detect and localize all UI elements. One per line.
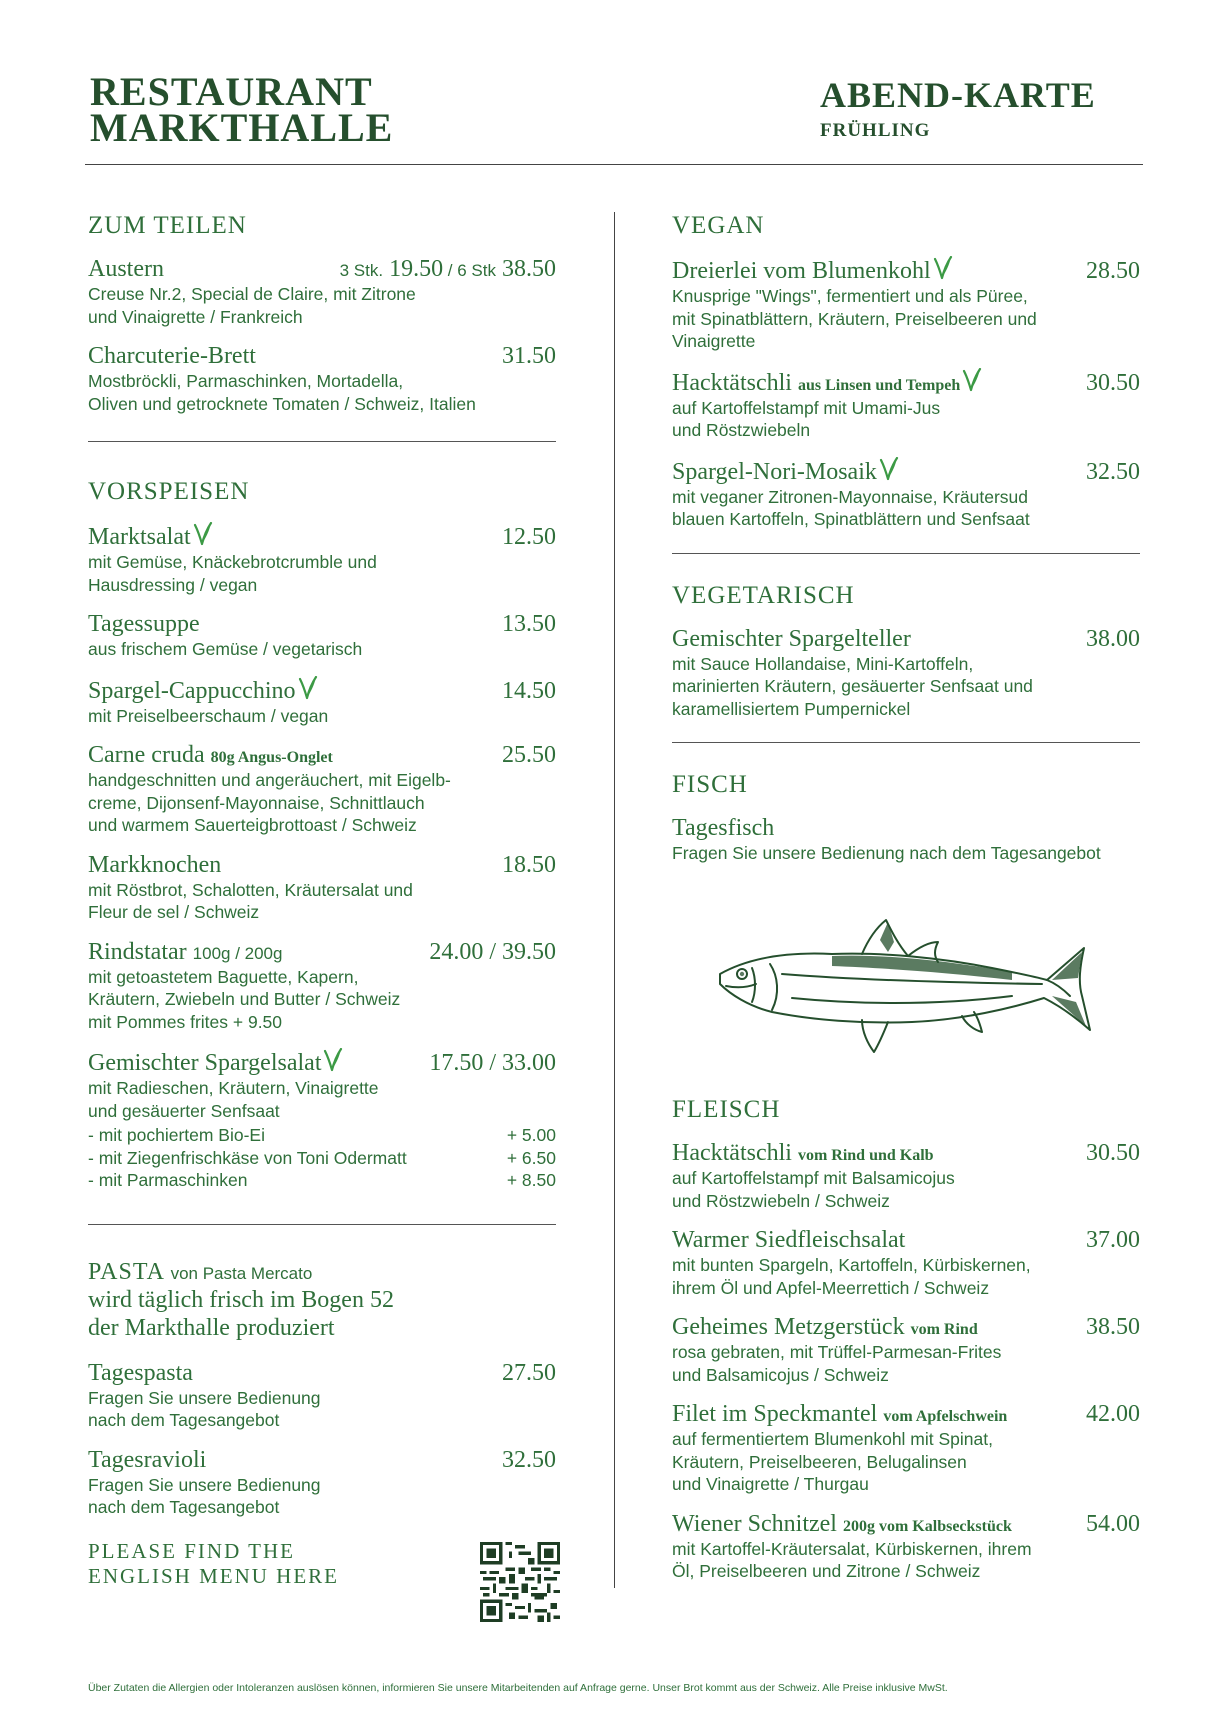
- menu-item-rindstatar: [88, 939, 556, 1034]
- item-price: 30.50: [1086, 1140, 1140, 1166]
- item-name: Warmer Siedfleischsalat: [672, 1227, 906, 1253]
- item-description: Fragen Sie unsere Bedienung nach dem Tagesangebot: [88, 1474, 321, 1517]
- item-name: Hacktätschli aus Linsen und Tempeh: [672, 368, 982, 397]
- section-vegetarisch: [672, 582, 1140, 721]
- item-description: mit Röstbrot, Schalotten, Kräutersalat und Fleur de sel / Schweiz: [88, 879, 413, 922]
- logo-line-1: RESTAURANT: [90, 69, 373, 114]
- item-name: Carne cruda 80g Angus-Onglet: [88, 742, 333, 768]
- section-pasta: [88, 1259, 556, 1589]
- leaf-icon: [323, 1048, 343, 1072]
- item-price: 27.50: [502, 1359, 556, 1386]
- menu-item-tagespasta: [88, 1360, 556, 1432]
- item-price: 32.50: [502, 1446, 556, 1473]
- menu-item-filet-speckmantel: [672, 1401, 1140, 1496]
- item-price: 32.50: [1086, 458, 1140, 485]
- menu-header: [820, 74, 1096, 142]
- qr-code[interactable]: [480, 1542, 560, 1622]
- addon-row: - mit Ziegenfrischkäse von Toni Odermatt + 6.50: [88, 1147, 556, 1168]
- item-name: Markknochen: [88, 851, 222, 878]
- menu-item-gemischter-spargelsalat: [88, 1048, 556, 1192]
- item-description: auf fermentiertem Blumenkohl mit Spinat, Kräutern, Preiselbeeren, Belugalinsen und Vinaigrette / Thurgau: [672, 1429, 993, 1494]
- item-name: Dreierlei vom Blumenkohl: [672, 256, 953, 285]
- menu-item-siedfleischsalat: [672, 1227, 1140, 1299]
- addon-row: - mit Parmaschinken + 8.50: [88, 1170, 556, 1190]
- section-title: VEGAN: [672, 212, 765, 239]
- menu-item-markknochen: [88, 852, 556, 924]
- item-price: 42.00: [1086, 1401, 1140, 1427]
- item-name: Gemischter Spargelsalat: [88, 1048, 343, 1077]
- section-title: FISCH: [672, 771, 748, 798]
- item-description: mit getoastetem Baguette, Kapern, Kräutern, Zwiebeln und Butter / Schweiz mit Pommes frites + 9.50: [88, 966, 401, 1032]
- item-price: 17.50 / 33.00: [429, 1050, 556, 1076]
- addon-list: [88, 1124, 556, 1192]
- item-price: 38.50: [1086, 1314, 1140, 1340]
- item-price: 38.00: [1086, 625, 1140, 652]
- item-subtitle: vom Rind: [910, 1321, 978, 1338]
- section-divider: [88, 1224, 556, 1225]
- item-description: mit Kartoffel-Kräutersalat, Kürbiskernen, ihrem Öl, Preiselbeeren und Zitrone / Schweiz: [672, 1538, 1032, 1581]
- item-subtitle: vom Rind und Kalb: [797, 1147, 934, 1164]
- item-name: Geheimes Metzgerstück vom Rind: [672, 1314, 978, 1340]
- item-price: 25.50: [502, 742, 556, 768]
- item-name: Tagesravioli: [88, 1446, 207, 1473]
- section-zum-teilen: [88, 212, 556, 415]
- menu-item-tagesfisch: [672, 815, 1140, 865]
- item-name: Hacktätschli vom Rind und Kalb: [672, 1140, 934, 1166]
- item-price: 12.50: [502, 524, 556, 550]
- right-column: [672, 212, 1140, 1581]
- menu-season: FRÜHLING: [820, 120, 931, 141]
- item-description: mit bunten Spargeln, Kartoffeln, Kürbiskernen, ihrem Öl und Apfel-Meerrettich / Schweiz: [672, 1255, 1031, 1298]
- item-price: 24.00 / 39.50: [429, 938, 556, 965]
- menu-item-wiener-schnitzel: [672, 1511, 1140, 1583]
- item-description: mit Sauce Hollandaise, Mini-Kartoffeln, marinierten Kräutern, gesäuerter Senfsaat und karamellisiertem Pumpernickel: [672, 653, 1033, 719]
- item-price: 13.50: [502, 611, 556, 637]
- menu-item-carne-cruda: [88, 742, 556, 837]
- item-price: 30.50: [1086, 369, 1140, 396]
- item-description: mit Gemüse, Knäckebrotcrumble und Hausdressing / vegan: [88, 552, 377, 595]
- item-description: auf Kartoffelstampf mit Balsamicojus und Röstzwiebeln / Schweiz: [672, 1168, 955, 1211]
- footer-note: Über Zutaten die Allergien oder Intoleranzen auslösen können, informieren Sie unsere Mitarbeitenden auf Anfrage gerne. Unser Brot kommt aus der Schweiz. Alle Preise inklusive MwSt.: [88, 1682, 948, 1694]
- left-column: [88, 212, 556, 1589]
- item-subtitle: vom Apfelschwein: [883, 1408, 1008, 1425]
- section-title: ZUM TEILEN: [88, 212, 247, 239]
- item-description: mit Radieschen, Kräutern, Vinaigrette und gesäuerter Senfsaat: [88, 1078, 379, 1121]
- leaf-icon: [933, 256, 953, 280]
- item-description: mit Preiselbeerschaum / vegan: [88, 705, 329, 726]
- menu-title: ABEND-KARTE: [820, 75, 1096, 115]
- item-price: 31.50: [502, 343, 556, 369]
- menu-item-spargel-nori-mosaik: [672, 457, 1140, 531]
- leaf-icon: [193, 522, 213, 546]
- section-title: PASTA: [88, 1258, 164, 1285]
- addon-row: - mit pochiertem Bio-Ei + 5.00: [88, 1125, 556, 1145]
- menu-item-spargel-cappucchino: [88, 676, 556, 728]
- section-title: VEGETARISCH: [672, 581, 855, 609]
- section-divider: [672, 742, 1140, 743]
- menu-item-austern: [88, 256, 556, 328]
- leaf-icon: [879, 457, 899, 481]
- pasta-header: [88, 1259, 556, 1342]
- menu-item-hacktaetschli-vegan: [672, 368, 1140, 442]
- section-vegan: [672, 212, 1140, 531]
- item-name: Rindstatar 100g / 200g: [88, 938, 283, 965]
- item-price: 14.50: [502, 677, 556, 704]
- item-name: Filet im Speckmantel vom Apfelschwein: [672, 1401, 1008, 1427]
- item-subtitle: 200g vom Kalbseckstück: [842, 1517, 1012, 1535]
- item-name: Marktsalat: [88, 522, 213, 551]
- item-price: 28.50: [1086, 258, 1140, 284]
- section-title: VORSPEISEN: [88, 478, 250, 505]
- item-name: Tagesfisch: [672, 815, 775, 841]
- logo-line-2: MARKTHALLE: [90, 105, 394, 150]
- menu-item-charcuterie: [88, 343, 556, 415]
- menu-item-tagessuppe: [88, 611, 556, 661]
- item-subtitle: 80g Angus-Onglet: [210, 749, 333, 766]
- item-price: 37.00: [1086, 1227, 1140, 1253]
- english-menu-note: PLEASE FIND THE ENGLISH MENU HERE: [88, 1538, 339, 1588]
- pasta-note-line-2: der Markthalle produziert: [88, 1314, 335, 1341]
- column-divider: [614, 212, 615, 1588]
- item-name: Spargel-Cappucchino: [88, 676, 318, 705]
- restaurant-logo: [90, 69, 394, 150]
- section-vorspeisen: [88, 478, 556, 1192]
- item-description: rosa gebraten, mit Trüffel-Parmesan-Frites und Balsamicojus / Schweiz: [672, 1342, 1002, 1385]
- item-name: Tagespasta: [88, 1359, 193, 1386]
- menu-item-marktsalat: [88, 522, 556, 596]
- item-name: Spargel-Nori-Mosaik: [672, 457, 899, 486]
- item-name: Wiener Schnitzel 200g vom Kalbseckstück: [672, 1510, 1012, 1537]
- section-fisch: [672, 771, 1140, 865]
- leaf-icon: [962, 368, 982, 392]
- item-subtitle: 100g / 200g: [192, 943, 283, 963]
- item-description: handgeschnitten und angeräuchert, mit Eigelb- creme, Dijonsenf-Mayonnaise, Schnittlauch und warmem Sauerteigbrottoast / Schweiz: [88, 770, 451, 835]
- item-price: 18.50: [502, 851, 556, 878]
- section-fleisch: [672, 1096, 1140, 1598]
- item-description: Fragen Sie unsere Bedienung nach dem Tagesangebot: [88, 1387, 321, 1430]
- item-description: Mostbröckli, Parmaschinken, Mortadella, Oliven und getrocknete Tomaten / Schweiz, Italien: [88, 371, 476, 414]
- leaf-icon: [298, 676, 318, 700]
- header-divider: [85, 164, 1143, 165]
- fish-illustration: [712, 912, 1104, 1062]
- section-divider: [88, 441, 556, 442]
- item-price: 54.00: [1086, 1510, 1140, 1537]
- item-name: Austern: [88, 256, 164, 282]
- pasta-note-line-1: wird täglich frisch im Bogen 52: [88, 1286, 394, 1313]
- item-name: Charcuterie-Brett: [88, 343, 256, 369]
- item-name: Tagessuppe: [88, 611, 200, 637]
- item-description: mit veganer Zitronen-Mayonnaise, Kräutersud blauen Kartoffeln, Spinatblättern und Senfsaat: [672, 486, 1030, 529]
- item-description: Fragen Sie unsere Bedienung nach dem Tagesangebot: [672, 843, 1101, 863]
- item-name: Gemischter Spargelteller: [672, 625, 911, 652]
- item-description: Knusprige "Wings", fermentiert und als Püree, mit Spinatblättern, Kräutern, Preiselbeeren und Vinaigrette: [672, 286, 1037, 351]
- menu-item-hacktaetschli-rind: [672, 1140, 1140, 1212]
- section-subtitle: von Pasta Mercato: [170, 1263, 313, 1283]
- section-title: FLEISCH: [672, 1096, 781, 1123]
- item-description: auf Kartoffelstampf mit Umami-Jus und Röstzwiebeln: [672, 397, 941, 440]
- menu-item-dreierlei-blumenkohl: [672, 256, 1140, 353]
- item-description: Creuse Nr.2, Special de Claire, mit Zitrone und Vinaigrette / Frankreich: [88, 284, 416, 327]
- item-subtitle: aus Linsen und Tempeh: [797, 376, 961, 394]
- section-divider: [672, 553, 1140, 554]
- menu-item-tagesravioli: [88, 1447, 556, 1519]
- item-description: aus frischem Gemüse / vegetarisch: [88, 639, 363, 659]
- item-price: 3 Stk. 19.50 / 6 Stk 38.50: [339, 256, 556, 282]
- menu-item-gemischter-spargelteller: [672, 626, 1140, 721]
- menu-item-metzgerstueck: [672, 1314, 1140, 1386]
